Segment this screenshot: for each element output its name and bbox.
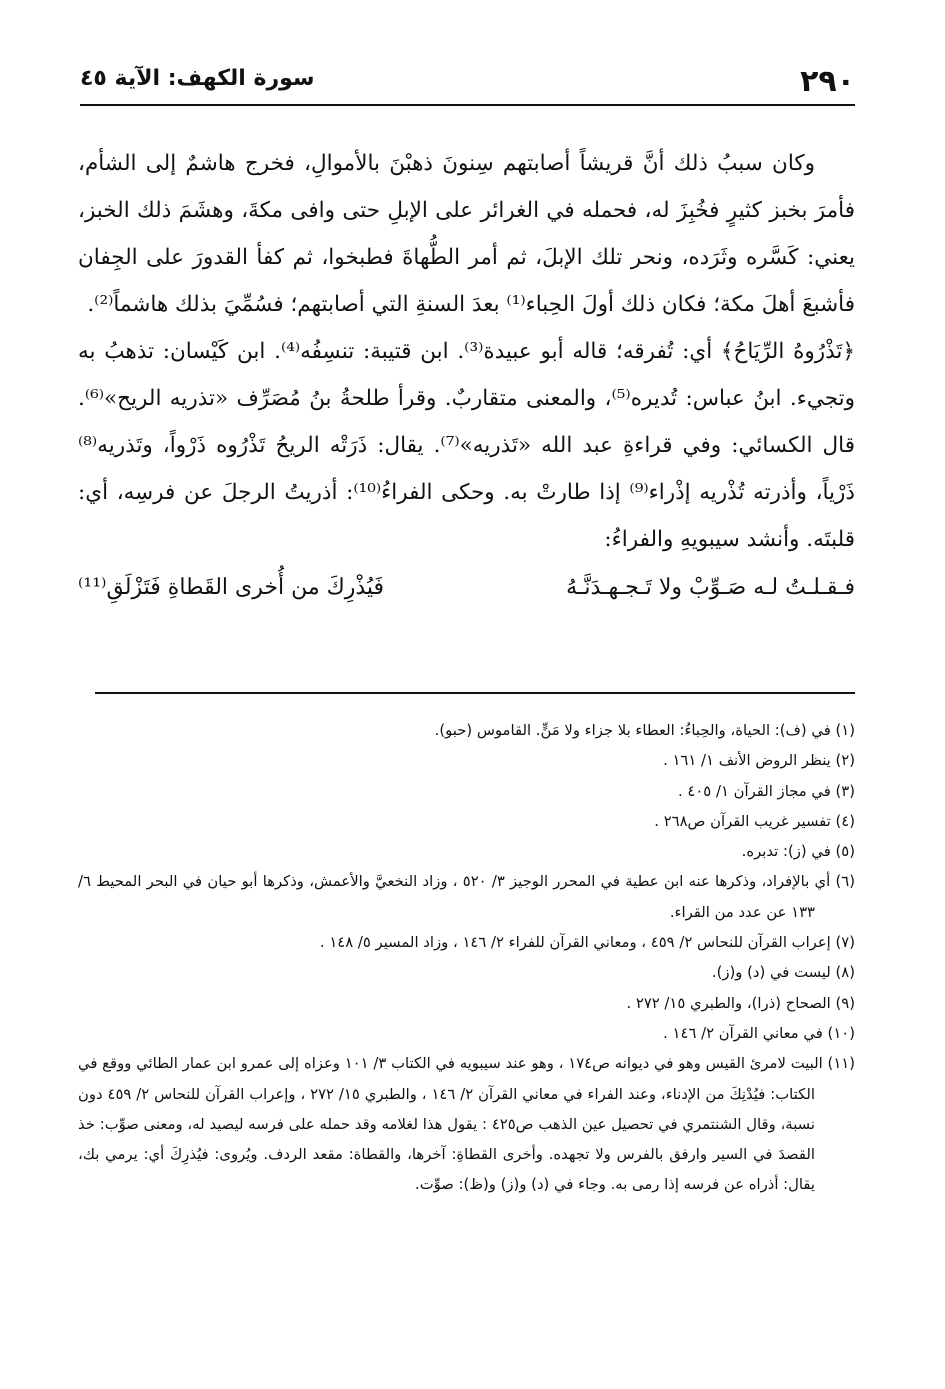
verse-first-hemistich: فـقـلـتُ لـه صَـوِّبْ ولا تَـجـهـدَنَّـهُ bbox=[566, 575, 855, 600]
footnote-divider bbox=[95, 692, 855, 694]
paragraph-hashim: وكان سببُ ذلك أنَّ قريشاً أصابتهم سِنونَ ذهبْنَ بالأموالِ، فخرج هاشمٌ إلى الشأم، فأمرَ بخبز كثيرٍ فخُبِزَ له، فحمله في الغرائر على الإبلِ حتى وافى مكةَ، وهشَمَ ذلك الخبز، يعني: كَسَّره وثَرَده، ونحر تلك الإبلَ، ثم أمر الطُّهاةَ فطبخوا، ثم كفأ القدورَ على الجِفان فأشبعَ أهلَ مكة؛ فكان ذلك أولَ الحِباء⁽¹⁾ بعدَ السنةِ التي أصابتهم؛ فسُمِّيَ بذلك هاشماً⁽²⁾. bbox=[78, 151, 855, 317]
footnote-8: (٨) ليست في (د) و(ز). bbox=[711, 964, 855, 982]
poetry-verse bbox=[78, 565, 855, 611]
footnote-6: (٦) أي بالإفراد، وذكرها عنه ابن عطية في المحرر الوجيز ٣/ ٥٢٠ ، وزاد النخعيَّ والأعمش، وذكرها أبو حيان في البحر المحيط ٦/ ١٣٣ عن عدد من القراء. bbox=[78, 873, 855, 921]
page-header bbox=[80, 60, 855, 106]
footnote-9: (٩) الصحاح (ذرا)، والطبري ١٥/ ٢٧٢ . bbox=[626, 994, 855, 1012]
verse-second-hemistich: فَيُذْرِكَ من أُخرى القَطاةِ فَتَزْلَقِ⁽¹¹⁾ bbox=[78, 575, 385, 600]
page-number: ٢٩٠ bbox=[800, 64, 855, 99]
footnote-5: (٥) في (ز): تدبره. bbox=[741, 843, 855, 861]
footnote-4: (٤) تفسير غريب القرآن ص٢٦٨ . bbox=[654, 812, 855, 830]
footnote-10: (١٠) في معاني القرآن ٢/ ١٤٦ . bbox=[663, 1024, 855, 1042]
main-text bbox=[78, 140, 855, 611]
footnote-2: (٢) ينظر الروض الأنف ١/ ١٦١ . bbox=[663, 752, 855, 770]
footnotes bbox=[78, 716, 855, 1201]
footnote-3: (٣) في مجاز القرآن ١/ ٤٠٥ . bbox=[677, 782, 855, 800]
running-title: سورة الكهف: الآية ٤٥ bbox=[80, 66, 315, 91]
footnote-11: (١١) البيت لامرئ القيس وهو في ديوانه ص١٧٤ ، وهو عند سيبويه في الكتاب ٣/ ١٠١ وعزاه إلى عمرو ابن عمار الطائي ووقع في الكتاب: فيُدْنِكَ من الإدناء، وعند الفراء في معاني القرآن ٢/ ١٤٦ ، والطبري ١٥/ ٢٧٢ ، وإعراب القرآن للنحاس ٢/ ٤٥٩ دون نسبة، وقال الشنتمري في تحصيل عين الذهب ص٤٢٥ : يقول هذا لغلامه وقد حمله على فرسه ليصيد له، ومعنى صوِّب: خذ القصدَ في السير وارفق بالفرس ولا تجهده. وأخرى القطاةِ: آخرها، والقطاة: مقعد الردف. ويُروى: فيُذرِكَ أي: يرمي بك، يقال: أذراه عن فرسه إذا رمى به. وجاء في (د) و(ز) و(ظ): صوِّت. bbox=[78, 1055, 856, 1194]
paragraph-tadhruhu: ﴿تَذْرُوهُ الرِّيَاحُ﴾ أي: تُفرقه؛ قاله أبو عبيدة⁽³⁾. ابن قتيبة: تنسِفُه⁽⁴⁾. ابن كَيْسان: تذهبُ به وتجيء. ابنُ عباس: تُديره⁽⁵⁾، والمعنى متقاربٌ. وقرأ طلحةُ بنُ مُصَرِّف «تذريه الريح»⁽⁶⁾. قال الكسائي: وفي قراءةِ عبد الله «تَذريه»⁽⁷⁾. يقال: ذَرَتْه الريحُ تَذْرُوه ذَرْواً، وتَذريه⁽⁸⁾ ذَرْياً، وأذرته تُذْريه إذْراء⁽⁹⁾ إذا طارتْ به. وحكى الفراءُ⁽¹⁰⁾: أذريتُ الرجلَ عن فرسِه، أي: قلبتَه. وأنشد سيبويهِ والفراءُ: bbox=[78, 339, 856, 552]
footnote-7: (٧) إعراب القرآن للنحاس ٢/ ٤٥٩ ، ومعاني القرآن للفراء ٢/ ١٤٦ ، وزاد المسير ٥/ ١٤٨ . bbox=[319, 934, 855, 952]
footnote-1: (١) في (ف): الحياة، والحِباءُ: العطاء بلا جزاء ولا مَنٍّ. القاموس (حبو). bbox=[434, 722, 855, 739]
